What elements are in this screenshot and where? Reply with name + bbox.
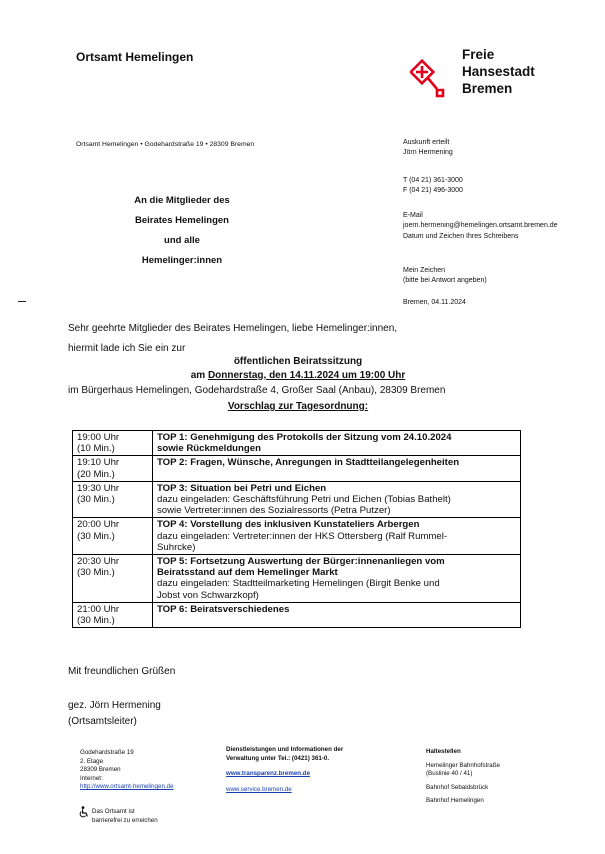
agenda-duration: (30 Min.)	[77, 615, 115, 627]
event-date-prefix: am	[190, 370, 208, 381]
agenda-topic	[153, 602, 521, 627]
accessibility-line: Das Ortsamt ist	[92, 808, 135, 815]
stop-item: Hemelinger Bahnhofstraße	[426, 761, 500, 769]
agenda-duration: (30 Min.)	[77, 494, 115, 506]
agenda-topic	[153, 518, 521, 555]
agenda-topic	[153, 431, 521, 456]
accessibility-note	[92, 808, 158, 825]
agenda-topic-detail: Jobst von Schwarzkopf)	[157, 589, 259, 601]
agenda-topic-title: Beiratsstand auf dem Hemelinger Markt	[157, 567, 338, 579]
event-date-line	[68, 370, 528, 381]
footer-address-line: Internet:	[80, 774, 103, 782]
event-title: öffentlichen Beiratssitzung	[233, 356, 363, 367]
addressee-line-3: und alle	[164, 235, 200, 246]
fold-mark	[18, 301, 26, 302]
service-link[interactable]: www.service.bremen.de	[226, 785, 292, 793]
footer-address-line: Godehardstraße 19	[80, 749, 134, 756]
brand-line-3: Bremen	[462, 81, 513, 96]
closing-greeting: Mit freundlichen Grüßen	[68, 666, 176, 677]
footer-address	[80, 749, 174, 792]
agenda-time	[73, 555, 153, 603]
my-reference: Mein Zeichen	[403, 267, 446, 274]
agenda-topic-title: sowie Rückmeldungen	[157, 443, 261, 455]
footer-stops	[426, 748, 500, 806]
website-link[interactable]: http://www.ortsamt-hemelingen.de	[80, 783, 174, 791]
agenda-topic-detail: dazu eingeladen: Vertreter:innen der HKS Ottersberg (Ralf Rummel-	[157, 530, 448, 542]
agenda-start-time: 21:00 Uhr	[77, 603, 120, 615]
addressee-block	[120, 191, 244, 271]
contact-block	[403, 138, 453, 157]
addressee-line-2: Beirates Hemelingen	[135, 215, 229, 226]
intro-text: hiermit lade ich Sie ein zur	[68, 343, 186, 354]
table-row	[73, 431, 521, 456]
brand-line-2: Hansestadt	[462, 64, 535, 79]
signature-name: gez. Jörn Hermening	[68, 700, 161, 711]
agenda-time	[73, 431, 153, 456]
agenda-topic-title: TOP 2: Fragen, Wünsche, Anregungen in Stadtteilangelegenheiten	[157, 457, 460, 469]
agenda-start-time: 19:00 Uhr	[77, 432, 120, 443]
signature-role: (Ortsamtsleiter)	[68, 716, 137, 727]
agenda-start-time: 19:30 Uhr	[77, 482, 120, 494]
addressee-line-4: Hemelinger:innen	[141, 255, 223, 266]
table-row	[73, 518, 521, 555]
contact-name: Jörn Hermening	[403, 148, 453, 156]
agenda-topic-detail: dazu eingeladen: Stadtteilmarketing Hemelingen (Birgit Benke und	[157, 578, 440, 590]
agenda-duration: (20 Min.)	[77, 468, 115, 480]
agenda-topic	[153, 555, 521, 603]
email-label: E-Mail	[403, 212, 423, 219]
stop-item: (Buslinie 40 / 41)	[426, 770, 473, 778]
brand-line-1: Freie	[462, 47, 495, 62]
stop-item: Bahnhof Hemelingen	[426, 797, 484, 805]
agenda-start-time: 20:30 Uhr	[77, 556, 120, 568]
agenda-start-time: 20:00 Uhr	[77, 519, 120, 531]
contact-label: Auskunft erteilt	[403, 139, 450, 146]
event-date: Donnerstag, den 14.11.2024 um 19:00 Uhr	[207, 370, 406, 381]
agenda-topic-title: TOP 6: Beiratsverschiedenes	[157, 603, 290, 615]
wheelchair-icon	[78, 806, 89, 818]
agenda-start-time: 19:10 Uhr	[77, 457, 120, 469]
transparency-link[interactable]: www.transparenz.bremen.de	[226, 770, 311, 778]
my-reference-note: (bitte bei Antwort angeben)	[403, 276, 487, 284]
accessibility-line: barrierefrei zu erreichen	[92, 816, 158, 824]
event-location: im Bürgerhaus Hemelingen, Godehardstraße 4, Großer Saal (Anbau), 28309 Bremen	[68, 385, 446, 396]
addressee-line-1: An die Mitglieder des	[134, 195, 230, 206]
table-row	[73, 456, 521, 481]
agenda-topic-detail: dazu eingeladen: Geschäftsführung Petri und Eichen (Tobias Bathelt)	[157, 494, 451, 506]
agenda-table	[72, 430, 521, 628]
agenda-duration: (30 Min.)	[77, 567, 115, 579]
footer-address-line: 28309 Bremen	[80, 766, 121, 774]
phone-number: T (04 21) 361-3000	[403, 177, 463, 184]
table-row	[73, 602, 521, 627]
bremen-key-icon	[410, 56, 446, 100]
table-row	[73, 555, 521, 603]
reference-block	[403, 266, 487, 285]
agenda-time	[73, 456, 153, 481]
city-brand	[462, 46, 535, 97]
services-line: Verwaltung unter Tel.: (0421) 361-0.	[226, 754, 330, 762]
email-block	[403, 211, 558, 242]
phone-block	[403, 176, 463, 195]
agenda-topic	[153, 456, 521, 481]
stops-heading: Haltestellen	[426, 748, 461, 755]
footer-address-line: 2. Etage	[80, 757, 104, 765]
agenda-topic-title: TOP 5: Fortsetzung Auswertung der Bürger:innenanliegen vom	[157, 556, 445, 568]
agenda-time	[73, 602, 153, 627]
agenda-topic	[153, 481, 521, 518]
agenda-time	[73, 518, 153, 555]
your-reference: Datum und Zeichen Ihres Schreibens	[403, 233, 519, 240]
agenda-topic-detail: Suhrcke)	[157, 541, 196, 553]
sender-line: Ortsamt Hemelingen • Godehardstraße 19 • 28309 Bremen	[76, 141, 255, 148]
agenda-topic-detail: sowie Vertreter:innen des Sozialressorts (Petra Putzer)	[157, 505, 391, 517]
table-row	[73, 481, 521, 518]
footer-services	[226, 746, 343, 794]
fax-number: F (04 21) 496-3000	[403, 186, 463, 194]
salutation: Sehr geehrte Mitglieder des Beirates Hemelingen, liebe Hemelinger:innen,	[68, 323, 398, 334]
agenda-time	[73, 481, 153, 518]
agenda-topic-title: TOP 3: Situation bei Petri und Eichen	[157, 482, 327, 494]
stop-item: Bahnhof Sebaldsbrück	[426, 783, 489, 791]
agenda-duration: (30 Min.)	[77, 530, 115, 542]
agenda-heading: Vorschlag zur Tagesordnung:	[227, 401, 369, 412]
services-line: Dienstleistungen und Informationen der	[226, 746, 344, 753]
agenda-duration: (10 Min.)	[77, 443, 115, 455]
email-address[interactable]: joern.hermening@hemelingen.ortsamt.bremen.de	[403, 221, 558, 229]
office-name: Ortsamt Hemelingen	[76, 50, 194, 64]
letter-date: Bremen, 04.11.2024	[403, 299, 466, 306]
agenda-topic-title: TOP 4: Vorstellung des inklusiven Kunstateliers Arbergen	[157, 519, 420, 531]
agenda-topic-title: TOP 1: Genehmigung des Protokolls der Sitzung vom 24.10.2024	[157, 432, 452, 443]
